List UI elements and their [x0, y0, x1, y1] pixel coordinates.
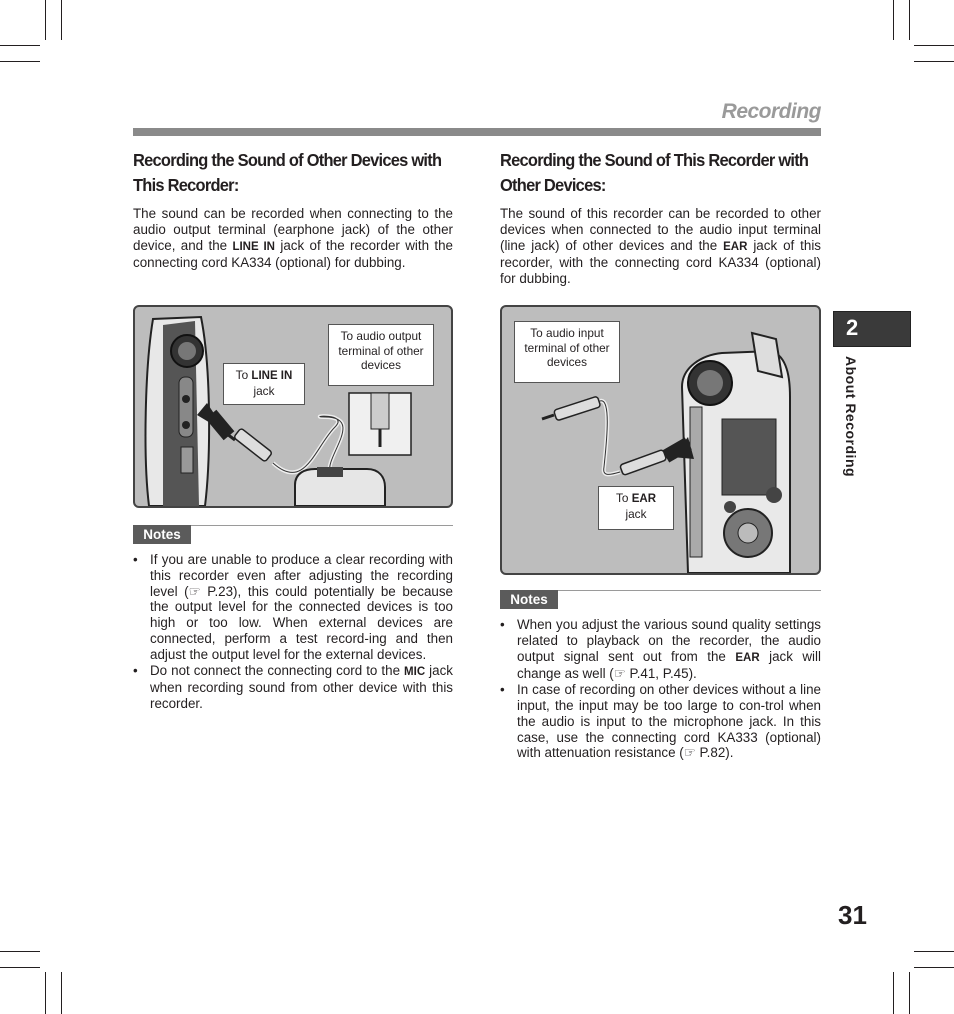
notes-label: Notes [133, 525, 191, 544]
notes-label: Notes [500, 590, 558, 609]
list-item: • In case of recording on other devices without a line input, the input may be too large to con-trol when the audio is input to the microphone jack. In this case, use the connecting cord KA333 (optional) with attenuation resistance (☞ P.82). [500, 682, 821, 761]
section-title: Recording [721, 100, 821, 123]
chapter-label: About Recording [843, 356, 859, 478]
right-heading: Recording the Sound of This Recorder with Other Devices: [500, 150, 809, 195]
callout-line-in: To LINE IN jack [223, 363, 305, 405]
list-item: • If you are unable to produce a clear recording with this recorder even after adjusting the recording level (☞ P.23), this could potentially be because the output level for the connected devices is too high or too low. When external devices are connected, perform a test record-ing and then adjust the output level for the external devices. [133, 552, 453, 662]
page-number: 31 [838, 900, 867, 930]
left-heading: Recording the Sound of Other Devices with This Recorder: [133, 150, 442, 195]
left-column [133, 148, 453, 271]
callout-audio-input: To audio input terminal of other devices [514, 321, 620, 383]
right-column [500, 148, 821, 287]
left-notes-header [133, 525, 453, 544]
list-item: • When you adjust the various sound quality settings related to playback on the recorder, the audio output signal sent out from the EAR jack will change as well (☞ P.41, P.45). [500, 617, 821, 682]
left-intro: The sound can be recorded when connecting to the audio output terminal (earphone jack) of the other device, and the LINE IN jack of the recorder with the connecting cord KA334 (optional) for dubbing. [133, 206, 453, 271]
right-intro: The sound of this recorder can be recorded to other devices when connected to the audio input terminal (line jack) of other devices and the EAR jack of this recorder, with the connecting cord KA334 (optional) for dubbing. [500, 206, 822, 287]
left-connection-figure [133, 305, 453, 508]
chapter-tab [833, 311, 911, 347]
right-connection-figure [500, 305, 821, 575]
left-notes-list [133, 552, 453, 712]
chapter-number: 2 [846, 315, 859, 340]
title-rule [133, 128, 821, 136]
right-notes-list [500, 617, 821, 761]
list-item: • Do not connect the connecting cord to the MIC jack when recording sound from other device with this recorder. [133, 662, 453, 712]
callout-ear: To EAR jack [598, 486, 674, 530]
callout-audio-output: To audio output terminal of other devices [328, 324, 434, 386]
right-notes-header [500, 590, 821, 609]
